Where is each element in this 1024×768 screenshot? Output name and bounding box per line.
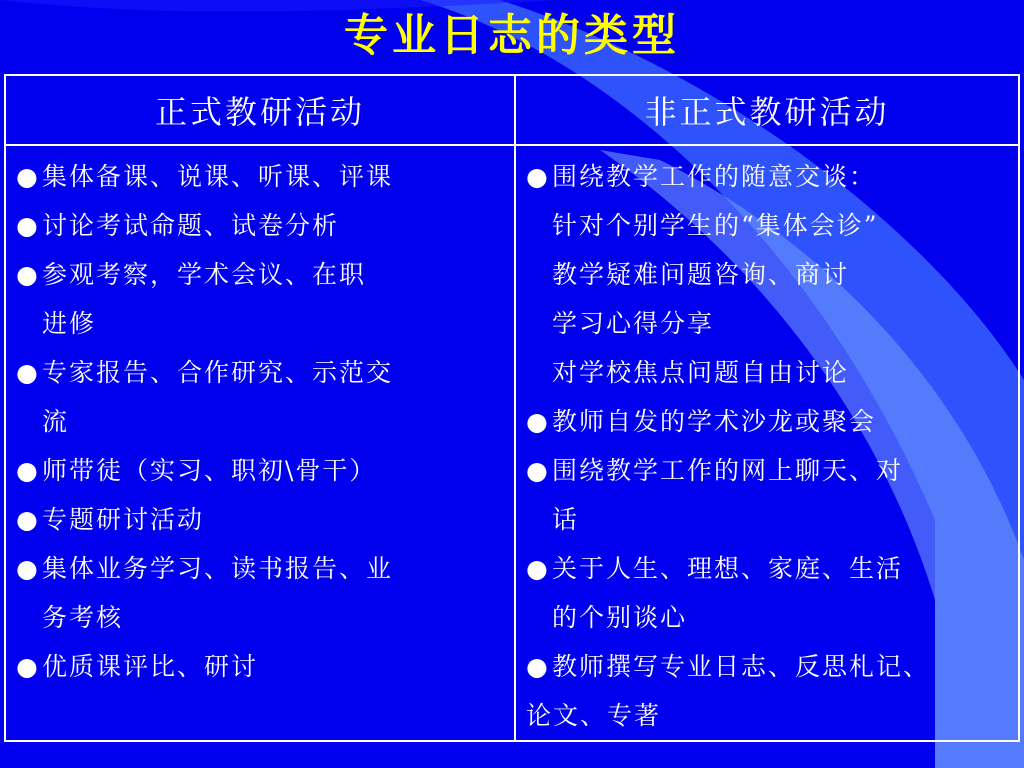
list-item bbox=[526, 250, 1018, 299]
list-item bbox=[526, 642, 1018, 691]
table-body-row bbox=[5, 145, 1019, 741]
informal-activities-list bbox=[516, 146, 1018, 740]
bullet-icon: ● bbox=[16, 554, 40, 583]
list-item-text: 务考核 bbox=[42, 603, 124, 632]
list-item-text: 针对个别学生的“集体会诊” bbox=[552, 211, 879, 240]
informal-activities-cell bbox=[515, 145, 1019, 741]
bullet-icon: ● bbox=[16, 162, 40, 191]
list-item-text: 优质课评比、研讨 bbox=[42, 652, 259, 681]
list-item-text: 教学疑难问题咨询、商讨 bbox=[552, 260, 850, 289]
list-item-text: 集体业务学习、读书报告、业 bbox=[42, 554, 394, 583]
list-item-text: 学习心得分享 bbox=[552, 309, 715, 338]
bullet-icon: ● bbox=[16, 358, 40, 387]
list-item bbox=[526, 348, 1018, 397]
bullet-icon: ● bbox=[526, 407, 550, 436]
list-item bbox=[526, 201, 1018, 250]
list-item bbox=[526, 446, 1018, 495]
bullet-icon: ● bbox=[16, 505, 40, 534]
list-item bbox=[526, 152, 1018, 201]
list-item bbox=[16, 593, 514, 642]
bullet-icon: ● bbox=[16, 260, 40, 289]
list-item-text: 关于人生、理想、家庭、生活 bbox=[552, 554, 904, 583]
bullet-icon: ● bbox=[16, 456, 40, 485]
list-item bbox=[526, 397, 1018, 446]
list-item-text: 进修 bbox=[42, 309, 97, 338]
bullet-icon: ● bbox=[526, 456, 550, 485]
list-item-text: 讨论考试命题、试卷分析 bbox=[42, 211, 340, 240]
list-item-text: 对学校焦点问题自由讨论 bbox=[552, 358, 850, 387]
list-item-text: 教师自发的学术沙龙或聚会 bbox=[552, 407, 877, 436]
list-item-text: 专题研讨活动 bbox=[42, 505, 205, 534]
list-item-text: 的个别谈心 bbox=[552, 603, 688, 632]
list-item bbox=[16, 201, 514, 250]
list-item-text: 流 bbox=[42, 407, 70, 436]
list-item bbox=[526, 299, 1018, 348]
list-item-text: 围绕教学工作的随意交谈： bbox=[552, 162, 877, 191]
header-formal-activities: 正式教研活动 bbox=[5, 75, 515, 145]
formal-activities-cell bbox=[5, 145, 515, 741]
list-item bbox=[16, 397, 514, 446]
slide-title: 专业日志的类型 bbox=[344, 10, 680, 61]
list-item bbox=[16, 446, 514, 495]
activity-types-table bbox=[4, 74, 1020, 742]
bullet-icon: ● bbox=[526, 162, 550, 191]
list-item bbox=[16, 495, 514, 544]
bullet-icon: ● bbox=[16, 211, 40, 240]
list-item-text: 论文、专著 bbox=[526, 701, 662, 730]
list-item-text: 围绕教学工作的网上聊天、对 bbox=[552, 456, 904, 485]
list-item bbox=[526, 495, 1018, 544]
list-item-text: 师带徒（实习、职初\骨干） bbox=[42, 456, 377, 485]
list-item bbox=[16, 250, 514, 299]
list-item-text: 集体备课、说课、听课、评课 bbox=[42, 162, 394, 191]
list-item bbox=[16, 642, 514, 691]
list-item bbox=[526, 593, 1018, 642]
list-item bbox=[16, 544, 514, 593]
list-item bbox=[526, 691, 1018, 740]
bullet-icon: ● bbox=[16, 652, 40, 681]
list-item-text: 教师撰写专业日志、反思札记、 bbox=[552, 652, 931, 681]
list-item bbox=[16, 299, 514, 348]
list-item-text: 话 bbox=[552, 505, 580, 534]
list-item-text: 专家报告、合作研究、示范交 bbox=[42, 358, 394, 387]
list-item bbox=[526, 544, 1018, 593]
list-item-text: 参观考察，学术会议、在职 bbox=[42, 260, 367, 289]
bullet-icon: ● bbox=[526, 652, 550, 681]
list-item bbox=[16, 152, 514, 201]
bullet-icon: ● bbox=[526, 554, 550, 583]
list-item bbox=[16, 348, 514, 397]
table-header-row bbox=[5, 75, 1019, 145]
formal-activities-list bbox=[6, 146, 514, 691]
header-informal-activities: 非正式教研活动 bbox=[515, 75, 1019, 145]
